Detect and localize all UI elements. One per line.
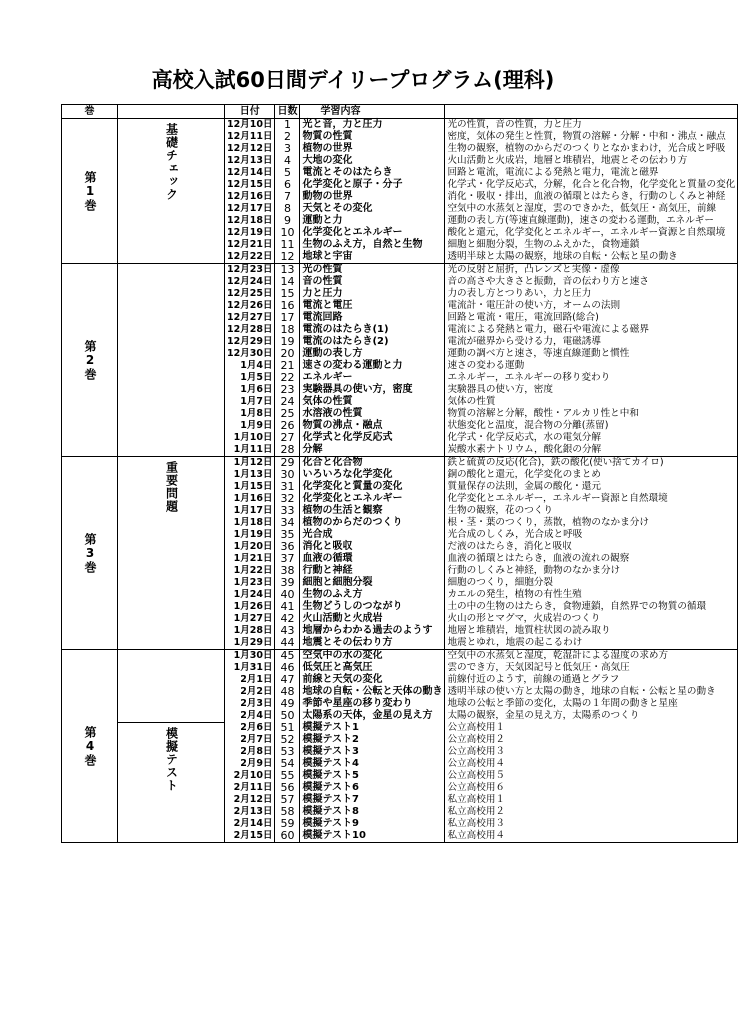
- day-cell: 33: [275, 505, 300, 517]
- day-cell: 1: [275, 119, 300, 132]
- topic-cell: 物質の性質: [300, 131, 445, 143]
- volume-cell-text: 第4巻: [83, 725, 97, 767]
- content-cell: 私立高校用３: [445, 818, 738, 830]
- content-cell: 公立高校用５: [445, 770, 738, 782]
- date-cell: 1月29日: [225, 637, 275, 650]
- topic-cell: 模擬テスト9: [300, 818, 445, 830]
- volume-cell: [62, 650, 118, 843]
- date-cell: 1月10日: [225, 432, 275, 444]
- header-content: [445, 105, 738, 119]
- day-cell: 21: [275, 360, 300, 372]
- date-cell: 2月10日: [225, 770, 275, 782]
- topic-cell: 生物のふえ方，自然と生物: [300, 239, 445, 251]
- date-cell: 1月30日: [225, 650, 275, 663]
- content-cell: 空気中の水蒸気と湿度，乾湿計による湿度の求め方: [445, 650, 738, 663]
- date-cell: 1月9日: [225, 420, 275, 432]
- content-cell: 雲のでき方，天気図記号と低気圧・高気圧: [445, 662, 738, 674]
- section-cell: [118, 264, 225, 457]
- content-cell: 質量保存の法則，金属の酸化・還元: [445, 481, 738, 493]
- topic-cell: 模擬テスト2: [300, 734, 445, 746]
- date-cell: 12月25日: [225, 288, 275, 300]
- topic-cell: 太陽系の天体，金星の見え方: [300, 710, 445, 722]
- date-cell: 1月24日: [225, 589, 275, 601]
- day-cell: 58: [275, 806, 300, 818]
- topic-cell: 地層からわかる過去のようす: [300, 625, 445, 637]
- topic-cell: 空気中の水の変化: [300, 650, 445, 663]
- day-cell: 43: [275, 625, 300, 637]
- topic-cell: 地震とその伝わり方: [300, 637, 445, 650]
- day-cell: 12: [275, 251, 300, 264]
- topic-cell: 電流のはたらき(1): [300, 324, 445, 336]
- header-topic: 学習内容: [300, 105, 445, 119]
- topic-cell: エネルギー: [300, 372, 445, 384]
- day-cell: 32: [275, 493, 300, 505]
- day-cell: 48: [275, 686, 300, 698]
- day-cell: 53: [275, 746, 300, 758]
- content-cell: 生物の観察，花のつくり: [445, 505, 738, 517]
- day-cell: 4: [275, 155, 300, 167]
- date-cell: 1月26日: [225, 601, 275, 613]
- topic-cell: 光と音，力と圧力: [300, 119, 445, 132]
- day-cell: 24: [275, 396, 300, 408]
- day-cell: 54: [275, 758, 300, 770]
- date-cell: 12月10日: [225, 119, 275, 132]
- content-cell: 酸化と還元，化学変化とエネルギー，エネルギー資源と自然環境: [445, 227, 738, 239]
- table-row: [62, 650, 738, 663]
- day-cell: 38: [275, 565, 300, 577]
- section-cell: [118, 457, 225, 650]
- topic-cell: 植物の生活と観察: [300, 505, 445, 517]
- content-cell: エネルギー，エネルギーの移り変わり: [445, 372, 738, 384]
- content-cell: 私立高校用２: [445, 806, 738, 818]
- topic-cell: 化合と化合物: [300, 457, 445, 470]
- table-row: [62, 457, 738, 470]
- date-cell: 1月22日: [225, 565, 275, 577]
- date-cell: 2月13日: [225, 806, 275, 818]
- date-cell: 12月23日: [225, 264, 275, 277]
- section-cell: [118, 650, 225, 723]
- content-cell: 光の性質，音の性質，力と圧力: [445, 119, 738, 132]
- day-cell: 17: [275, 312, 300, 324]
- date-cell: 2月1日: [225, 674, 275, 686]
- day-cell: 8: [275, 203, 300, 215]
- day-cell: 31: [275, 481, 300, 493]
- day-cell: 7: [275, 191, 300, 203]
- day-cell: 60: [275, 830, 300, 843]
- volume-cell: [62, 119, 118, 264]
- date-cell: 1月17日: [225, 505, 275, 517]
- content-cell: 状態変化と温度，混合物の分離(蒸留): [445, 420, 738, 432]
- content-cell: 前線付近のようす，前線の通過とグラフ: [445, 674, 738, 686]
- topic-cell: 行動と神経: [300, 565, 445, 577]
- topic-cell: 火山活動と火成岩: [300, 613, 445, 625]
- topic-cell: 速さの変わる運動と力: [300, 360, 445, 372]
- day-cell: 25: [275, 408, 300, 420]
- date-cell: 1月21日: [225, 553, 275, 565]
- date-cell: 12月12日: [225, 143, 275, 155]
- day-cell: 13: [275, 264, 300, 277]
- content-cell: 生物の観察，植物のからだのつくりとなかまわけ，光合成と呼吸: [445, 143, 738, 155]
- date-cell: 2月12日: [225, 794, 275, 806]
- volume-cell-text: 第3巻: [83, 532, 97, 574]
- topic-cell: 気体の性質: [300, 396, 445, 408]
- content-cell: 化学式・化学反応式，水の電気分解: [445, 432, 738, 444]
- day-cell: 27: [275, 432, 300, 444]
- date-cell: 1月15日: [225, 481, 275, 493]
- topic-cell: 実験器具の使い方，密度: [300, 384, 445, 396]
- day-cell: 3: [275, 143, 300, 155]
- date-cell: 12月27日: [225, 312, 275, 324]
- topic-cell: 植物のからだのつくり: [300, 517, 445, 529]
- day-cell: 15: [275, 288, 300, 300]
- content-cell: 回路と電流，電流による発熱と電力，電流と磁界: [445, 167, 738, 179]
- content-cell: カエルの発生，植物の有性生殖: [445, 589, 738, 601]
- topic-cell: 化学変化と原子・分子: [300, 179, 445, 191]
- content-cell: 公立高校用６: [445, 782, 738, 794]
- header-volume: 巻: [62, 105, 118, 119]
- date-cell: 12月21日: [225, 239, 275, 251]
- content-cell: 回路と電流・電圧，電流回路(総合): [445, 312, 738, 324]
- content-cell: 運動の表し方(等速直線運動)，速さの変わる運動，エネルギー: [445, 215, 738, 227]
- date-cell: 1月20日: [225, 541, 275, 553]
- table-row: [62, 119, 738, 132]
- content-cell: 鉄と硫黄の反応(化合)，鉄の酸化(使い捨てカイロ): [445, 457, 738, 470]
- day-cell: 28: [275, 444, 300, 457]
- schedule-body: [62, 119, 738, 843]
- date-cell: 12月24日: [225, 276, 275, 288]
- content-cell: 銅の酸化と還元，化学変化のまとめ: [445, 469, 738, 481]
- header-day: 日数: [275, 105, 300, 119]
- date-cell: 1月12日: [225, 457, 275, 470]
- day-cell: 39: [275, 577, 300, 589]
- date-cell: 1月8日: [225, 408, 275, 420]
- topic-cell: 前線と天気の変化: [300, 674, 445, 686]
- content-cell: 細胞のつくり，細胞分裂: [445, 577, 738, 589]
- topic-cell: 模擬テスト3: [300, 746, 445, 758]
- topic-cell: 地球と宇宙: [300, 251, 445, 264]
- date-cell: 12月30日: [225, 348, 275, 360]
- content-cell: 公立高校用１: [445, 722, 738, 734]
- day-cell: 14: [275, 276, 300, 288]
- day-cell: 16: [275, 300, 300, 312]
- day-cell: 46: [275, 662, 300, 674]
- day-cell: 44: [275, 637, 300, 650]
- day-cell: 18: [275, 324, 300, 336]
- content-cell: 炭酸水素ナトリウム，酸化銀の分解: [445, 444, 738, 457]
- topic-cell: 物質の沸点・融点: [300, 420, 445, 432]
- topic-cell: 模擬テスト1: [300, 722, 445, 734]
- date-cell: 1月18日: [225, 517, 275, 529]
- day-cell: 42: [275, 613, 300, 625]
- content-cell: 空気中の水蒸気と湿度，雲のできかた，低気圧・高気圧，前線: [445, 203, 738, 215]
- day-cell: 5: [275, 167, 300, 179]
- day-cell: 35: [275, 529, 300, 541]
- content-cell: 公立高校用３: [445, 746, 738, 758]
- content-cell: 電流計・電圧計の使い方，オームの法則: [445, 300, 738, 312]
- content-cell: だ液のはたらき，消化と吸収: [445, 541, 738, 553]
- table-row: [62, 264, 738, 277]
- content-cell: 消化・吸収・排出，血液の循環とはたらき，行動のしくみと神経: [445, 191, 738, 203]
- content-cell: 地球の公転と季節の変化，太陽の１年間の動きと星座: [445, 698, 738, 710]
- date-cell: 2月11日: [225, 782, 275, 794]
- content-cell: 公立高校用２: [445, 734, 738, 746]
- content-cell: 密度，気体の発生と性質，物質の溶解・分解・中和・沸点・融点: [445, 131, 738, 143]
- topic-cell: 電流と電圧: [300, 300, 445, 312]
- section-cell: [118, 722, 225, 843]
- topic-cell: 模擬テスト4: [300, 758, 445, 770]
- topic-cell: 運動と力: [300, 215, 445, 227]
- day-cell: 50: [275, 710, 300, 722]
- topic-cell: 光合成: [300, 529, 445, 541]
- topic-cell: 光の性質: [300, 264, 445, 277]
- content-cell: 運動の調べ方と速さ，等速直線運動と慣性: [445, 348, 738, 360]
- content-cell: 火山活動と火成岩，地層と堆積岩，地震とその伝わり方: [445, 155, 738, 167]
- day-cell: 41: [275, 601, 300, 613]
- topic-cell: 大地の変化: [300, 155, 445, 167]
- content-cell: 光合成のしくみ，光合成と呼吸: [445, 529, 738, 541]
- day-cell: 45: [275, 650, 300, 663]
- day-cell: 6: [275, 179, 300, 191]
- date-cell: 1月4日: [225, 360, 275, 372]
- date-cell: 2月4日: [225, 710, 275, 722]
- date-cell: 12月15日: [225, 179, 275, 191]
- topic-cell: 電流とそのはたらき: [300, 167, 445, 179]
- topic-cell: 動物の世界: [300, 191, 445, 203]
- date-cell: 2月6日: [225, 722, 275, 734]
- topic-cell: 血液の循環: [300, 553, 445, 565]
- content-cell: 血液の循環とはたらき，血液の流れの観察: [445, 553, 738, 565]
- day-cell: 49: [275, 698, 300, 710]
- date-cell: 1月19日: [225, 529, 275, 541]
- content-cell: 気体の性質: [445, 396, 738, 408]
- content-cell: 細胞と細胞分裂，生物のふえかた，食物連鎖: [445, 239, 738, 251]
- content-cell: 音の高さや大きさと振動，音の伝わり方と速さ: [445, 276, 738, 288]
- page-title: 高校入試60日間デイリープログラム(理科): [151, 68, 555, 92]
- header-date: 日付: [225, 105, 275, 119]
- content-cell: 火山の形とマグマ，火成岩のつくり: [445, 613, 738, 625]
- date-cell: 1月7日: [225, 396, 275, 408]
- topic-cell: 季節や星座の移り変わり: [300, 698, 445, 710]
- date-cell: 1月6日: [225, 384, 275, 396]
- date-cell: 12月18日: [225, 215, 275, 227]
- day-cell: 40: [275, 589, 300, 601]
- date-cell: 1月28日: [225, 625, 275, 637]
- topic-cell: 化学変化とエネルギー: [300, 493, 445, 505]
- content-cell: 公立高校用４: [445, 758, 738, 770]
- section-cell-text: 模擬テスト: [164, 726, 179, 792]
- date-cell: 12月14日: [225, 167, 275, 179]
- date-cell: 2月7日: [225, 734, 275, 746]
- date-cell: 12月26日: [225, 300, 275, 312]
- topic-cell: 運動の表し方: [300, 348, 445, 360]
- day-cell: 11: [275, 239, 300, 251]
- topic-cell: 生物のふえ方: [300, 589, 445, 601]
- day-cell: 59: [275, 818, 300, 830]
- day-cell: 10: [275, 227, 300, 239]
- topic-cell: 消化と吸収: [300, 541, 445, 553]
- date-cell: 12月11日: [225, 131, 275, 143]
- date-cell: 12月22日: [225, 251, 275, 264]
- content-cell: 地層と堆積岩，地質柱状図の読み取り: [445, 625, 738, 637]
- day-cell: 26: [275, 420, 300, 432]
- content-cell: 電流が磁界から受ける力，電磁誘導: [445, 336, 738, 348]
- topic-cell: 天気とその変化: [300, 203, 445, 215]
- volume-cell: [62, 264, 118, 457]
- volume-cell-text: 第2巻: [83, 339, 97, 381]
- date-cell: 1月31日: [225, 662, 275, 674]
- day-cell: 30: [275, 469, 300, 481]
- date-cell: 2月9日: [225, 758, 275, 770]
- topic-cell: 電流のはたらき(2): [300, 336, 445, 348]
- topic-cell: 分解: [300, 444, 445, 457]
- content-cell: 私立高校用１: [445, 794, 738, 806]
- content-cell: 実験器具の使い方，密度: [445, 384, 738, 396]
- topic-cell: 模擬テスト10: [300, 830, 445, 843]
- header-row: [62, 105, 738, 119]
- topic-cell: 水溶液の性質: [300, 408, 445, 420]
- date-cell: 12月16日: [225, 191, 275, 203]
- section-cell-text: 基礎チェック: [164, 123, 179, 201]
- topic-cell: 化学式と化学反応式: [300, 432, 445, 444]
- date-cell: 1月27日: [225, 613, 275, 625]
- content-cell: 太陽の観察，金星の見え方，太陽系のつくり: [445, 710, 738, 722]
- day-cell: 57: [275, 794, 300, 806]
- date-cell: 1月11日: [225, 444, 275, 457]
- content-cell: 透明半球の使い方と太陽の動き，地球の自転・公転と星の動き: [445, 686, 738, 698]
- section-cell: [118, 119, 225, 264]
- day-cell: 2: [275, 131, 300, 143]
- content-cell: 地震とゆれ，地震の起こるわけ: [445, 637, 738, 650]
- date-cell: 12月19日: [225, 227, 275, 239]
- topic-cell: 模擬テスト7: [300, 794, 445, 806]
- content-cell: 速さの変わる運動: [445, 360, 738, 372]
- content-cell: 土の中の生物のはたらき，食物連鎖，自然界での物質の循環: [445, 601, 738, 613]
- date-cell: 1月5日: [225, 372, 275, 384]
- topic-cell: 模擬テスト8: [300, 806, 445, 818]
- content-cell: 行動のしくみと神経，動物のなかま分け: [445, 565, 738, 577]
- topic-cell: 力と圧力: [300, 288, 445, 300]
- date-cell: 12月29日: [225, 336, 275, 348]
- date-cell: 2月3日: [225, 698, 275, 710]
- day-cell: 36: [275, 541, 300, 553]
- content-cell: 化学式・化学反応式，分解，化合と化合物，化学変化と質量の変化: [445, 179, 738, 191]
- day-cell: 51: [275, 722, 300, 734]
- content-cell: 私立高校用４: [445, 830, 738, 843]
- date-cell: 2月2日: [225, 686, 275, 698]
- day-cell: 20: [275, 348, 300, 360]
- day-cell: 34: [275, 517, 300, 529]
- date-cell: 1月13日: [225, 469, 275, 481]
- day-cell: 52: [275, 734, 300, 746]
- topic-cell: いろいろな化学変化: [300, 469, 445, 481]
- topic-cell: 細胞と細胞分裂: [300, 577, 445, 589]
- date-cell: 1月16日: [225, 493, 275, 505]
- topic-cell: 生物どうしのつながり: [300, 601, 445, 613]
- table-row: [62, 722, 738, 734]
- schedule-table: [61, 104, 738, 843]
- topic-cell: 音の性質: [300, 276, 445, 288]
- topic-cell: 化学変化と質量の変化: [300, 481, 445, 493]
- date-cell: 12月28日: [225, 324, 275, 336]
- topic-cell: 模擬テスト5: [300, 770, 445, 782]
- topic-cell: 低気圧と高気圧: [300, 662, 445, 674]
- topic-cell: 化学変化とエネルギー: [300, 227, 445, 239]
- date-cell: 2月8日: [225, 746, 275, 758]
- day-cell: 29: [275, 457, 300, 470]
- content-cell: 根・茎・葉のつくり，蒸散，植物のなかま分け: [445, 517, 738, 529]
- volume-cell-text: 第1巻: [83, 170, 97, 212]
- date-cell: 12月17日: [225, 203, 275, 215]
- day-cell: 22: [275, 372, 300, 384]
- topic-cell: 地球の自転・公転と天体の動き: [300, 686, 445, 698]
- topic-cell: 植物の世界: [300, 143, 445, 155]
- volume-cell: [62, 457, 118, 650]
- topic-cell: 模擬テスト6: [300, 782, 445, 794]
- content-cell: 透明半球と太陽の観察，地球の自転・公転と星の動き: [445, 251, 738, 264]
- content-cell: 化学変化とエネルギー，エネルギー資源と自然環境: [445, 493, 738, 505]
- day-cell: 9: [275, 215, 300, 227]
- content-cell: 力の表し方とつりあい，力と圧力: [445, 288, 738, 300]
- header-section: [118, 105, 225, 119]
- day-cell: 55: [275, 770, 300, 782]
- content-cell: 物質の溶解と分解，酸性・アルカリ性と中和: [445, 408, 738, 420]
- date-cell: 1月23日: [225, 577, 275, 589]
- day-cell: 47: [275, 674, 300, 686]
- day-cell: 19: [275, 336, 300, 348]
- date-cell: 12月13日: [225, 155, 275, 167]
- day-cell: 23: [275, 384, 300, 396]
- topic-cell: 電流回路: [300, 312, 445, 324]
- date-cell: 2月14日: [225, 818, 275, 830]
- date-cell: 2月15日: [225, 830, 275, 843]
- section-cell-text: 重要問題: [164, 461, 179, 513]
- content-cell: 光の反射と屈折，凸レンズと実像・虚像: [445, 264, 738, 277]
- content-cell: 電流による発熱と電力，磁石や電流による磁界: [445, 324, 738, 336]
- day-cell: 56: [275, 782, 300, 794]
- day-cell: 37: [275, 553, 300, 565]
